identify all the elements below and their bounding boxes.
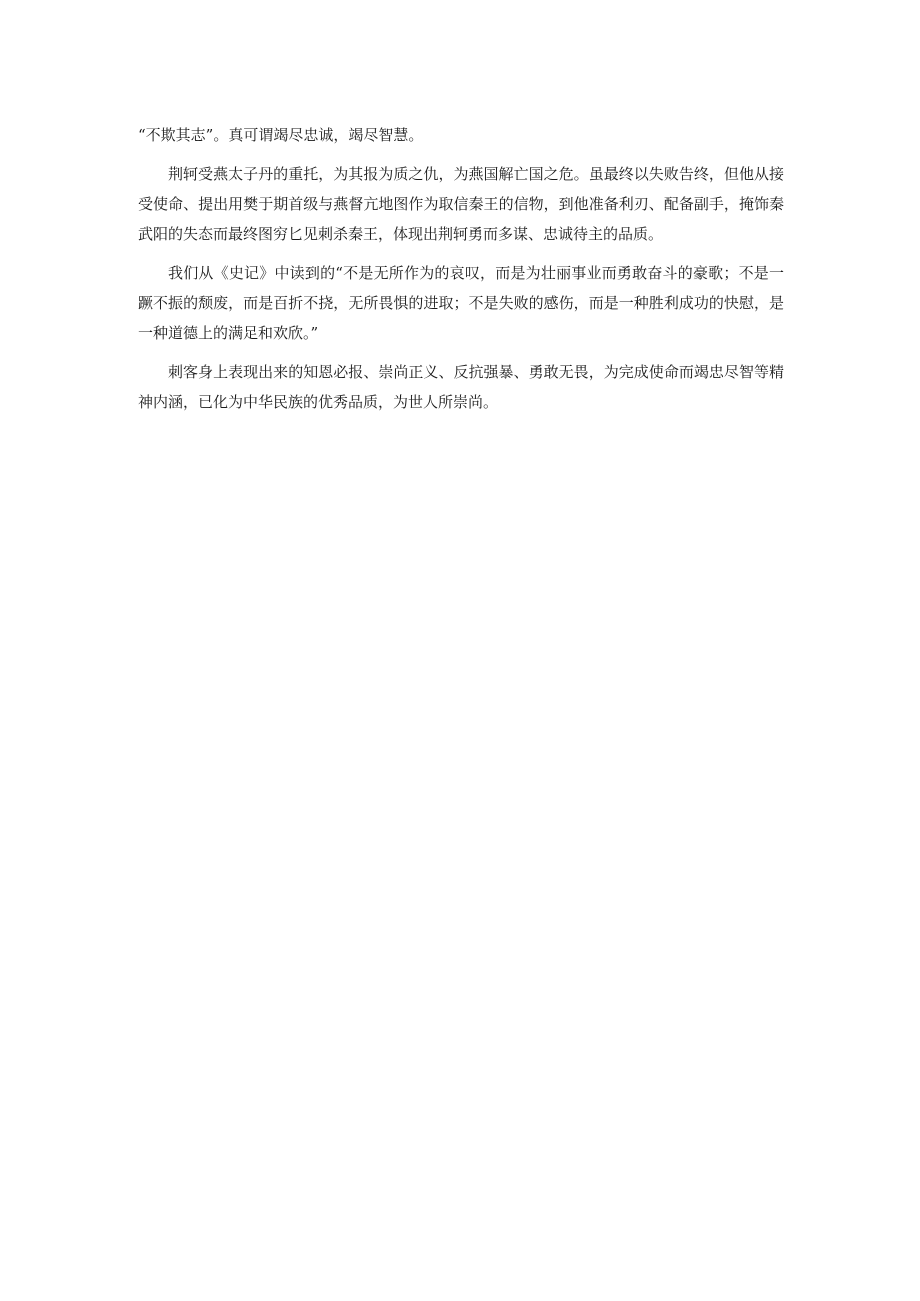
paragraph-conclusion: 刺客身上表现出来的知恩必报、崇尚正义、反抗强暴、勇敢无畏，为完成使命而竭忠尽智等精神内涵，已化为中华民族的优秀品质，为世人所崇尚。 — [138, 363, 784, 411]
document-body — [138, 120, 784, 426]
paragraph-jing-ke: 荆轲受燕太子丹的重托，为其报为质之仇，为燕国解亡国之危。虽最终以失败告终，但他从接受使命、提出用樊于期首级与燕督亢地图作为取信秦王的信物，到他准备利刃、配备副手，掩饰秦武阳的失态而最终图穷匕见刺杀秦王，体现出荆轲勇而多谋、忠诚待主的品质。 — [138, 165, 784, 243]
paragraph-continuation: “不欺其志”。真可谓竭尽忠诚，竭尽智慧。 — [138, 126, 424, 144]
paragraph-shiji-quote: 我们从《史记》中读到的“不是无所作为的哀叹，而是为壮丽事业而勇敢奋斗的豪歌；不是一蹶不振的颓废，而是百折不挠，无所畏惧的进取；不是失败的感伤，而是一种胜利成功的快慰，是一种道德上的满足和欢欣。” — [138, 264, 784, 342]
